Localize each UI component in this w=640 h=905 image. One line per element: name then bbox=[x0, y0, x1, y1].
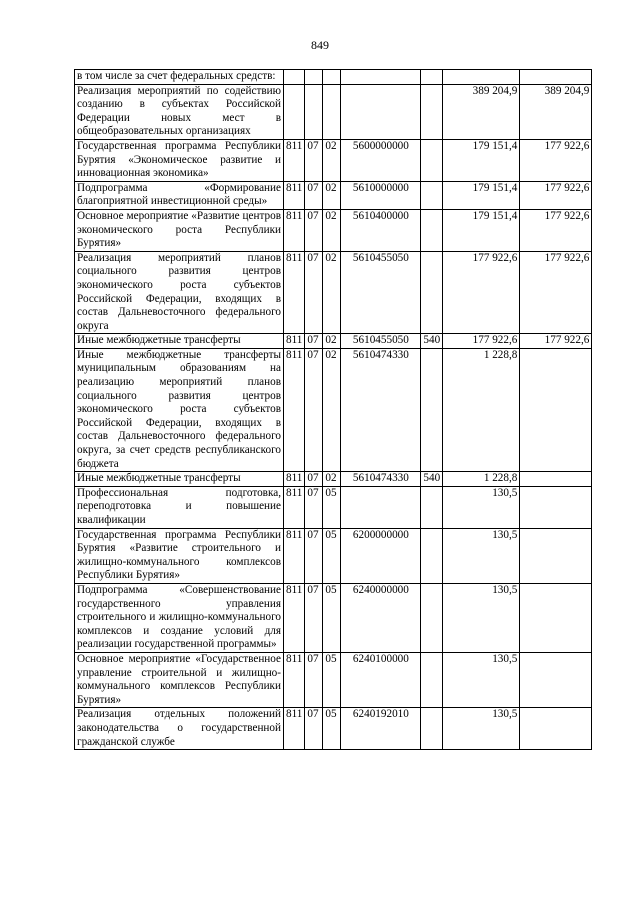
table-row bbox=[75, 348, 592, 471]
section-code-cell: 07 bbox=[305, 251, 323, 334]
amount-year2-cell: 177 922,6 bbox=[520, 181, 592, 209]
subsection-code-cell: 05 bbox=[323, 708, 341, 750]
row-name-cell: Реализация мероприятий планов социального развития центров экономического роста субъектов Российской Федерации, входящих в состав Дальневосточного федерального округа bbox=[75, 251, 284, 334]
budget-table bbox=[74, 69, 592, 750]
amount-year1-cell: 1 228,8 bbox=[443, 348, 520, 471]
subsection-code-cell: 05 bbox=[323, 652, 341, 707]
amount-year2-cell: 177 922,6 bbox=[520, 209, 592, 251]
row-name-cell: Основное мероприятие «Развитие центров экономического роста Республики Бурятия» bbox=[75, 209, 284, 251]
ministry-code-cell: 811 bbox=[284, 348, 305, 471]
budget-table-body bbox=[75, 70, 592, 750]
subsection-code-cell: 05 bbox=[323, 528, 341, 583]
ministry-code-cell: 811 bbox=[284, 334, 305, 349]
target-article-cell: 6240192010 bbox=[341, 708, 421, 750]
table-row bbox=[75, 334, 592, 349]
subsection-code-cell bbox=[323, 84, 341, 139]
expense-type-cell bbox=[421, 583, 443, 652]
amount-year2-cell: 177 922,6 bbox=[520, 334, 592, 349]
amount-year2-cell bbox=[520, 528, 592, 583]
target-article-cell: 5610474330 bbox=[341, 348, 421, 471]
section-code-cell: 07 bbox=[305, 583, 323, 652]
section-code-cell: 07 bbox=[305, 486, 323, 528]
expense-type-cell: 540 bbox=[421, 472, 443, 487]
table-row bbox=[75, 84, 592, 139]
ministry-code-cell: 811 bbox=[284, 181, 305, 209]
target-article-cell bbox=[341, 70, 421, 85]
table-row bbox=[75, 652, 592, 707]
row-name-cell: Государственная программа Республики Бурятия «Развитие строительного и жилищно-коммунального комплексов Республики Бурятия» bbox=[75, 528, 284, 583]
table-row bbox=[75, 472, 592, 487]
subsection-code-cell: 02 bbox=[323, 348, 341, 471]
subsection-code-cell: 02 bbox=[323, 181, 341, 209]
expense-type-cell bbox=[421, 486, 443, 528]
subsection-code-cell bbox=[323, 70, 341, 85]
ministry-code-cell: 811 bbox=[284, 652, 305, 707]
amount-year2-cell bbox=[520, 708, 592, 750]
expense-type-cell bbox=[421, 209, 443, 251]
ministry-code-cell: 811 bbox=[284, 209, 305, 251]
amount-year1-cell: 130,5 bbox=[443, 486, 520, 528]
table-row bbox=[75, 528, 592, 583]
subsection-code-cell: 02 bbox=[323, 251, 341, 334]
target-article-cell: 6200000000 bbox=[341, 528, 421, 583]
subsection-code-cell: 02 bbox=[323, 334, 341, 349]
amount-year1-cell: 130,5 bbox=[443, 583, 520, 652]
target-article-cell: 5600000000 bbox=[341, 139, 421, 181]
table-row bbox=[75, 708, 592, 750]
row-name-cell: Профессиональная подготовка, переподготовка и повышение квалификации bbox=[75, 486, 284, 528]
target-article-cell: 5610455050 bbox=[341, 251, 421, 334]
section-code-cell: 07 bbox=[305, 348, 323, 471]
expense-type-cell bbox=[421, 70, 443, 85]
ministry-code-cell bbox=[284, 70, 305, 85]
subsection-code-cell: 05 bbox=[323, 486, 341, 528]
row-name-cell: Подпрограмма «Совершенствование государственного управления строительного и жилищно-коммунального комплексов и создание условий для реализации государственной программы» bbox=[75, 583, 284, 652]
expense-type-cell bbox=[421, 348, 443, 471]
expense-type-cell bbox=[421, 708, 443, 750]
amount-year1-cell: 130,5 bbox=[443, 708, 520, 750]
amount-year2-cell bbox=[520, 583, 592, 652]
target-article-cell: 5610000000 bbox=[341, 181, 421, 209]
subsection-code-cell: 02 bbox=[323, 139, 341, 181]
row-name-cell: Иные межбюджетные трансферты bbox=[75, 472, 284, 487]
section-code-cell: 07 bbox=[305, 181, 323, 209]
amount-year2-cell bbox=[520, 486, 592, 528]
expense-type-cell bbox=[421, 652, 443, 707]
row-name-cell: Государственная программа Республики Бурятия «Экономическое развитие и инновационная экономика» bbox=[75, 139, 284, 181]
row-name-cell: Иные межбюджетные трансферты bbox=[75, 334, 284, 349]
amount-year2-cell bbox=[520, 472, 592, 487]
ministry-code-cell bbox=[284, 84, 305, 139]
section-code-cell: 07 bbox=[305, 209, 323, 251]
amount-year1-cell: 130,5 bbox=[443, 652, 520, 707]
amount-year1-cell bbox=[443, 70, 520, 85]
section-code-cell: 07 bbox=[305, 652, 323, 707]
section-code-cell: 07 bbox=[305, 528, 323, 583]
section-code-cell: 07 bbox=[305, 708, 323, 750]
amount-year1-cell: 179 151,4 bbox=[443, 181, 520, 209]
amount-year2-cell bbox=[520, 70, 592, 85]
target-article-cell bbox=[341, 84, 421, 139]
row-name-cell: Реализация мероприятий по содействию созданию в субъектах Российской Федерации новых мест в общеобразовательных организациях bbox=[75, 84, 284, 139]
target-article-cell: 5610474330 bbox=[341, 472, 421, 487]
ministry-code-cell: 811 bbox=[284, 139, 305, 181]
amount-year1-cell: 1 228,8 bbox=[443, 472, 520, 487]
target-article-cell: 5610455050 bbox=[341, 334, 421, 349]
table-row bbox=[75, 139, 592, 181]
amount-year2-cell bbox=[520, 348, 592, 471]
ministry-code-cell: 811 bbox=[284, 528, 305, 583]
ministry-code-cell: 811 bbox=[284, 708, 305, 750]
amount-year2-cell: 177 922,6 bbox=[520, 139, 592, 181]
page-number: 849 bbox=[311, 38, 329, 52]
target-article-cell: 6240100000 bbox=[341, 652, 421, 707]
row-name-cell: Подпрограмма «Формирование благоприятной инвестиционной среды» bbox=[75, 181, 284, 209]
section-code-cell: 07 bbox=[305, 334, 323, 349]
target-article-cell: 6240000000 bbox=[341, 583, 421, 652]
target-article-cell: 5610400000 bbox=[341, 209, 421, 251]
expense-type-cell: 540 bbox=[421, 334, 443, 349]
expense-type-cell bbox=[421, 84, 443, 139]
expense-type-cell bbox=[421, 251, 443, 334]
ministry-code-cell: 811 bbox=[284, 583, 305, 652]
ministry-code-cell: 811 bbox=[284, 486, 305, 528]
amount-year2-cell: 389 204,9 bbox=[520, 84, 592, 139]
table-row bbox=[75, 486, 592, 528]
section-code-cell: 07 bbox=[305, 472, 323, 487]
amount-year1-cell: 179 151,4 bbox=[443, 139, 520, 181]
subsection-code-cell: 05 bbox=[323, 583, 341, 652]
expense-type-cell bbox=[421, 139, 443, 181]
section-code-cell bbox=[305, 70, 323, 85]
row-name-cell: Основное мероприятие «Государственное управление строительной и жилищно-коммунального комплексов Республики Бурятия» bbox=[75, 652, 284, 707]
ministry-code-cell: 811 bbox=[284, 251, 305, 334]
amount-year2-cell bbox=[520, 652, 592, 707]
amount-year1-cell: 177 922,6 bbox=[443, 251, 520, 334]
subsection-code-cell: 02 bbox=[323, 209, 341, 251]
amount-year2-cell: 177 922,6 bbox=[520, 251, 592, 334]
subsection-code-cell: 02 bbox=[323, 472, 341, 487]
table-row bbox=[75, 583, 592, 652]
row-name-cell: в том числе за счет федеральных средств: bbox=[75, 70, 284, 85]
table-row bbox=[75, 181, 592, 209]
table-row bbox=[75, 251, 592, 334]
target-article-cell bbox=[341, 486, 421, 528]
table-row bbox=[75, 70, 592, 85]
amount-year1-cell: 177 922,6 bbox=[443, 334, 520, 349]
section-code-cell bbox=[305, 84, 323, 139]
table-row bbox=[75, 209, 592, 251]
section-code-cell: 07 bbox=[305, 139, 323, 181]
amount-year1-cell: 130,5 bbox=[443, 528, 520, 583]
ministry-code-cell: 811 bbox=[284, 472, 305, 487]
row-name-cell: Иные межбюджетные трансферты муниципальным образованиям на реализацию мероприятий планов социального развития центров экономического роста субъектов Российской Федерации, входящих в состав Дальневосточного федерального округа, за счет средств республиканского бюджета bbox=[75, 348, 284, 471]
row-name-cell: Реализация отдельных положений законодательства о государственной гражданской службе bbox=[75, 708, 284, 750]
expense-type-cell bbox=[421, 528, 443, 583]
amount-year1-cell: 179 151,4 bbox=[443, 209, 520, 251]
expense-type-cell bbox=[421, 181, 443, 209]
amount-year1-cell: 389 204,9 bbox=[443, 84, 520, 139]
